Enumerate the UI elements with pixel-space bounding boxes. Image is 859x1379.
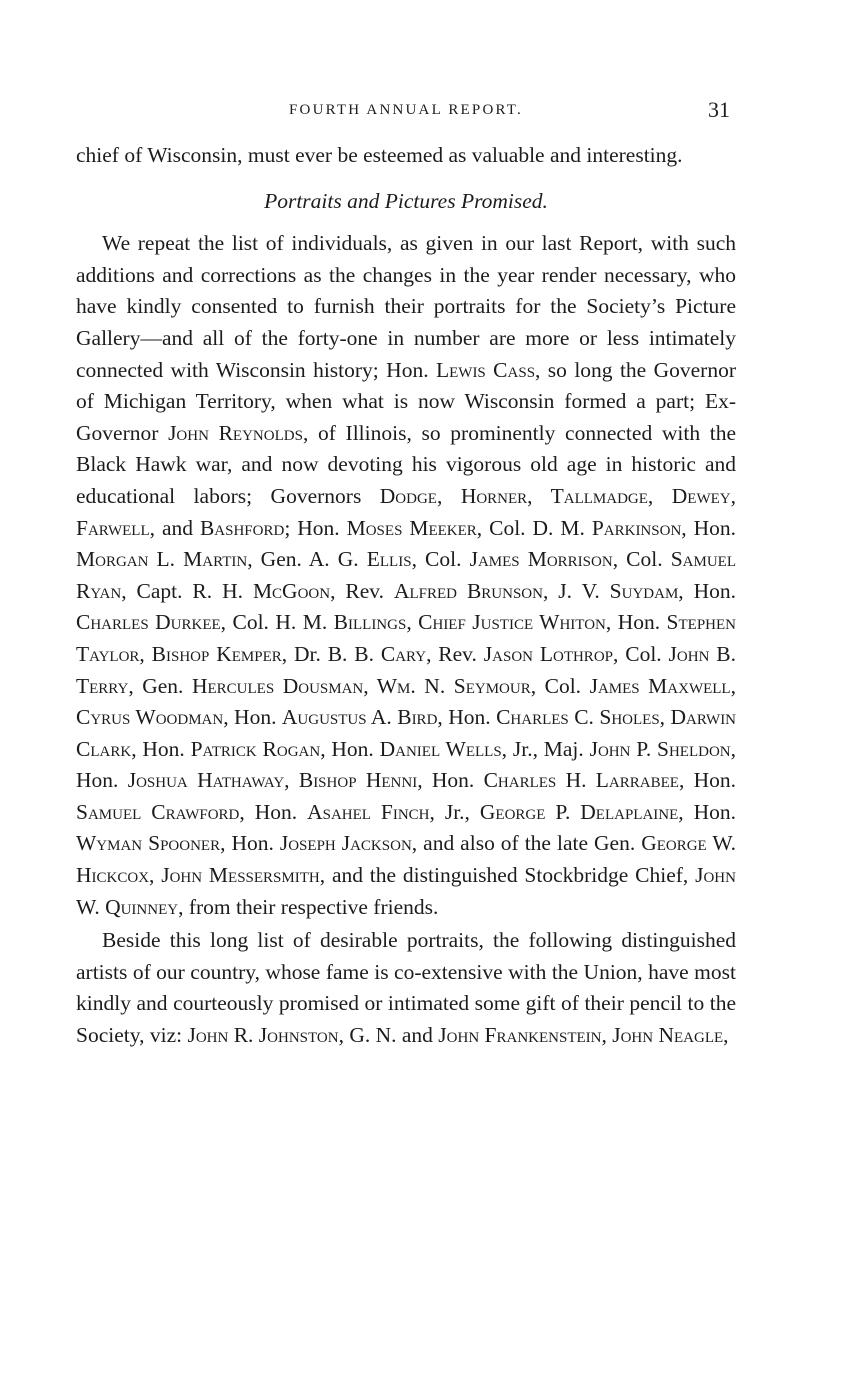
text-span: , Jr., <box>429 799 480 824</box>
text-span: , Hon. <box>417 768 484 793</box>
person-name: Asahel Finch <box>307 799 430 824</box>
text-span: , and the distinguished Stockbridge Chief, <box>319 863 696 888</box>
text-span: , Dr. B. B. <box>281 641 381 666</box>
person-name: Daniel Wells <box>379 736 502 761</box>
person-name: Dodge, Horner, Tallmadge, Dewey, Farwell, <box>76 483 736 540</box>
person-name: Lewis Cass <box>435 357 536 382</box>
person-name: Augustus A. Bird <box>281 705 438 730</box>
person-name: Bashford <box>199 515 285 540</box>
person-name: George P. Delaplaine <box>479 799 679 824</box>
text-span: , from their respective friends. <box>178 894 439 919</box>
text-span: , Hon. <box>678 578 736 603</box>
text-span: , of Illinois, so prominently connected with the Black Hawk war, and now devoting his vigorous old age in historic and educational labors; Governors <box>76 420 737 508</box>
text-span: , Col. <box>613 641 669 666</box>
text-span: , Hon. <box>437 705 497 730</box>
text-span: , Jr., Maj. <box>501 736 590 761</box>
person-name: John W. Quinney <box>76 863 736 919</box>
text-span: , so long the Governor of Michigan Territory, when what is now Wisconsin formed a part; Ex-Governor <box>76 357 736 445</box>
person-name: Hercules Dousman, Wm. N. Seymour <box>191 673 531 698</box>
text-span: , Gen. <box>128 673 192 698</box>
person-name: Samuel Ryan <box>76 547 736 603</box>
person-name: John Reynolds <box>168 420 303 445</box>
text-span: , Hon. <box>681 515 737 540</box>
text-span: , Hon. <box>131 736 191 761</box>
text-span: , Hon. <box>678 768 737 793</box>
section-heading: Portraits and Pictures Promised. <box>264 188 548 213</box>
person-name: Joshua Hathaway, Bishop Henni <box>127 768 418 793</box>
person-name: Charles H. Larrabee <box>483 768 679 793</box>
person-name: McGoon <box>252 578 331 603</box>
text-span: , Hon. <box>605 610 667 635</box>
text-span: , Col. H. M. <box>220 610 334 635</box>
person-name: Billings, Chief Justice Whiton <box>333 610 606 635</box>
artists-paragraph <box>76 925 736 1051</box>
running-title: FOURTH ANNUAL REPORT. <box>289 102 523 118</box>
text-span: , Hon. <box>239 799 308 824</box>
text-span: We repeat the list of individuals, as given in our last Report, with such additions and corrections as the changes in the year render necessary, who have kindly consented to furnish their portraits for the Society’s Picture Gallery—and all of the forty-one in number are more or less intimately connected with Wisconsin history; Hon. <box>76 231 736 382</box>
person-name: Joseph Jackson <box>279 831 412 856</box>
person-name: Parkinson <box>591 515 682 540</box>
person-name: Charles Durkee <box>76 610 221 635</box>
person-name: Moses Meeker <box>346 515 477 540</box>
text-span: , Gen. A. G. <box>247 547 367 572</box>
person-name: James Morrison <box>469 547 613 572</box>
text-span: , Capt. R. H. <box>121 578 253 603</box>
portraits-paragraph <box>76 228 736 923</box>
text-span: , Hon. <box>76 736 736 793</box>
text-span: , Hon. <box>320 736 380 761</box>
text-span: , Col. <box>530 673 590 698</box>
person-name: Suydam <box>609 578 679 603</box>
person-name: Morgan L. Martin <box>76 547 248 572</box>
person-name: Jason Lothrop <box>483 641 613 666</box>
text-span: , <box>723 1023 729 1048</box>
person-name: Stephen Taylor, Bishop Kemper <box>76 610 736 666</box>
person-name: George W. Hickcox, John Messersmith <box>76 831 737 888</box>
running-head <box>76 97 736 123</box>
person-name: Cary <box>380 641 427 666</box>
person-name: John Frankenstein, John Neagle <box>438 1023 724 1048</box>
body-text <box>76 140 736 1052</box>
person-name: Alfred Brunson <box>393 578 543 603</box>
text-span: , Hon. <box>223 705 282 730</box>
text-span: ; Hon. <box>284 515 347 540</box>
person-name: Wyman Spooner <box>76 831 221 856</box>
person-name: John P. Sheldon <box>589 736 731 761</box>
text-span: , Col. <box>411 547 470 572</box>
text-span: , G. N. and <box>338 1023 439 1048</box>
text-span: , Col. <box>612 547 671 572</box>
text-span: , and also of the late Gen. <box>411 831 642 856</box>
text-span: , J. V. <box>542 578 610 603</box>
page-number: 31 <box>708 97 730 122</box>
person-name: Samuel Crawford <box>76 799 240 824</box>
person-name: John B. Terry <box>76 641 736 698</box>
person-name: John R. Johnston <box>187 1023 339 1048</box>
text-span: Beside this long list of desirable portraits, the following distinguished artists of our country, whose fame is co-extensive with the Union, have most kindly and courteously promised or intimated some gift of their pencil to the Society, viz: <box>76 928 736 1048</box>
person-name: Ellis <box>366 547 412 572</box>
person-name: Patrick Rogan <box>190 736 321 761</box>
text-span: , Col. D. M. <box>476 515 592 540</box>
text-span: , Rev. <box>426 641 484 666</box>
text-span: and <box>155 515 200 540</box>
text-span: , Rev. <box>330 578 394 603</box>
person-name: James Maxwell, Cyrus Woodman <box>76 673 736 730</box>
text-span: , Hon. <box>678 799 737 824</box>
text-span: , Hon. <box>220 831 280 856</box>
person-name: Charles C. Sholes, Darwin Clark <box>76 705 737 761</box>
intro-paragraph: chief of Wisconsin, must ever be esteemed as valuable and interesting. <box>76 143 683 167</box>
